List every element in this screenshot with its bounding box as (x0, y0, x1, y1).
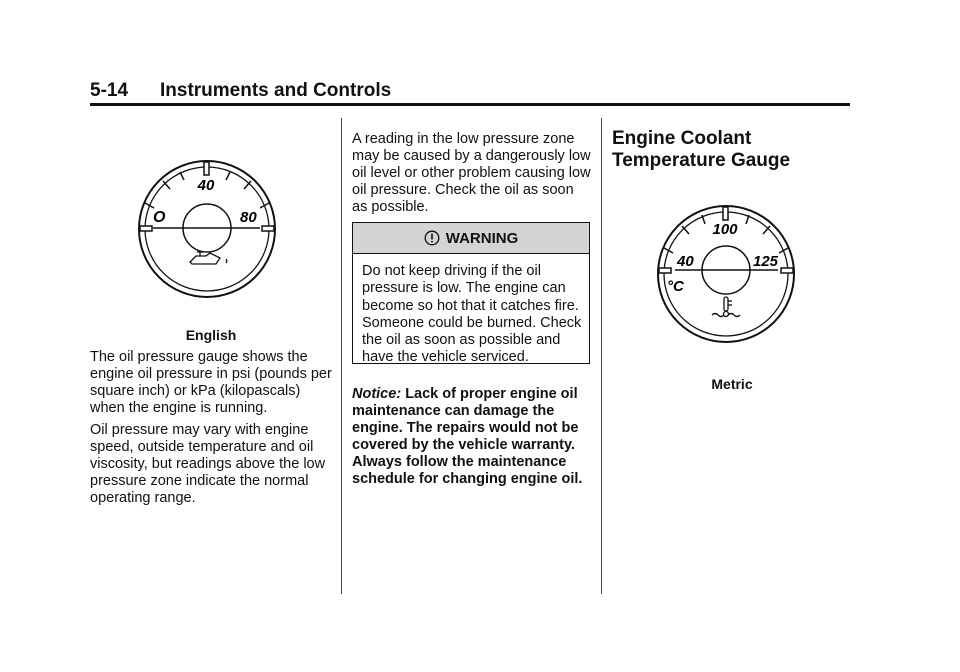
warning-header (353, 223, 589, 254)
notice-text: Lack of proper engine oil maintenance can damage the engine. The repairs would not be covered by the vehicle warranty. Always follow the maintenance schedule for changing engine oil. (352, 386, 583, 487)
column-3 (612, 128, 852, 172)
column-2 (352, 131, 592, 216)
warning-title: WARNING (445, 229, 519, 247)
gauge-label-125: 125 (753, 253, 779, 270)
column-divider-2 (601, 118, 602, 594)
oil-pressure-gauge-illustration (136, 158, 278, 300)
oil-gauge-caption: English (185, 327, 237, 343)
warning-text: Do not keep driving if the oil pressure is low. The engine can become so hot that it catches fire. Someone could be burned. Check the oil as soon as possible and have the vehicle serviced. (362, 263, 582, 366)
header-rule (90, 103, 850, 106)
gauge-label-80: 80 (240, 209, 257, 226)
gauge-label-100: 100 (712, 221, 738, 238)
low-pressure-paragraph: A reading in the low pressure zone may be caused by a dangerously low oil level or other problem causing low oil pressure. Check the oil as soon as possible. (352, 131, 591, 215)
page-number: 5-14 (90, 80, 129, 101)
oil-gauge-paragraph-2: Oil pressure may vary with engine speed, outside temperature and oil viscosity, but readings above the low pressure zone indicate the normal operating range. (90, 422, 326, 506)
notice-paragraph (352, 386, 592, 488)
gauge-label-zero: O (153, 209, 166, 226)
warning-box (352, 222, 590, 364)
gauge-label-40: 40 (677, 253, 694, 270)
coolant-section-title-line-2: Temperature Gauge (612, 150, 791, 171)
coolant-gauge-caption: Metric (711, 376, 753, 392)
section-title: Instruments and Controls (160, 80, 392, 101)
column-1 (90, 349, 332, 507)
warning-icon (424, 230, 440, 246)
notice-lead: Notice: (352, 386, 402, 402)
column-divider-1 (341, 118, 342, 594)
coolant-temperature-gauge-illustration (655, 203, 797, 345)
coolant-section-title-line-1: Engine Coolant (612, 128, 752, 149)
gauge-label-40: 40 (197, 177, 215, 194)
oil-gauge-paragraph-1: The oil pressure gauge shows the engine oil pressure in psi (pounds per square inch) or kPa (kilopascals) when the engine is running. (90, 349, 332, 416)
gauge-unit-celsius: °C (667, 278, 684, 295)
